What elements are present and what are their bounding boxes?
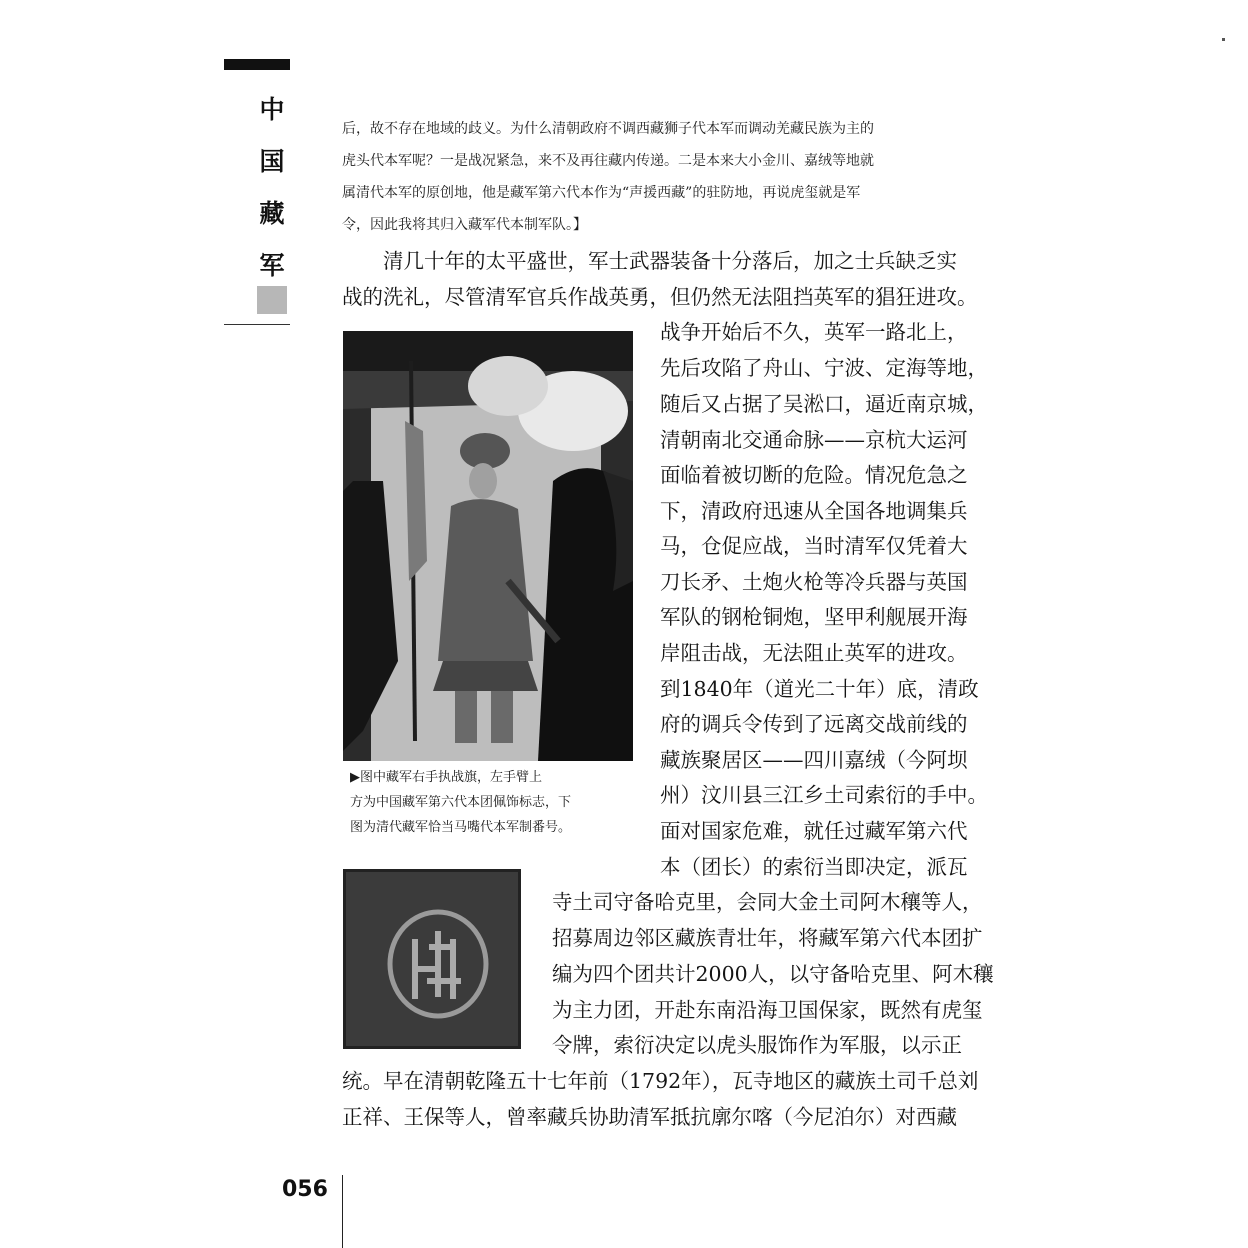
photo-caption-line: 图为清代藏军恰当马嘴代本军制番号。 — [350, 820, 572, 835]
body-line: 岸阻击战，无法阻止英军的进攻。 — [660, 641, 968, 665]
body-line: 军队的钢枪铜炮，坚甲利舰展开海 — [660, 605, 968, 629]
body-line: 为主力团，开赴东南沿海卫国保家，既然有虎玺 — [552, 998, 983, 1022]
body-line: 面对国家危难，就任过藏军第六代 — [660, 819, 968, 843]
body-line: 随后又占据了吴淞口，逼近南京城， — [660, 392, 988, 416]
note-line: 后，故不存在地域的歧义。为什么清朝政府不调西藏狮子代本军而调动羌藏民族为主的 — [342, 121, 874, 137]
page-number: 056 — [282, 1177, 328, 1202]
scan-mark — [1222, 38, 1225, 41]
side-header-rule — [224, 324, 290, 325]
running-head-title — [244, 84, 300, 292]
note-line: 令，因此我将其归入藏军代本制军队。】 — [342, 217, 587, 233]
unit-seal-image — [343, 869, 521, 1049]
title-char: 国 — [259, 147, 285, 176]
body-line: 清朝南北交通命脉——京杭大运河 — [660, 428, 968, 452]
body-line: 统。早在清朝乾隆五十七年前（1792年），瓦寺地区的藏族土司千总刘 — [342, 1069, 979, 1093]
body-line: 战争开始后不久，英军一路北上， — [660, 320, 968, 344]
body-line: 编为四个团共计2000人，以守备哈克里、阿木穰 — [552, 962, 994, 986]
body-line: 先后攻陷了舟山、宁波、定海等地， — [660, 356, 988, 380]
body-line: 州）汶川县三江乡土司索衍的手中。 — [660, 783, 988, 807]
body-line: 府的调兵令传到了远离交战前线的 — [660, 712, 968, 736]
soldier-photo-graphic — [343, 331, 633, 761]
side-header-bar — [224, 59, 290, 70]
title-char: 军 — [259, 251, 285, 280]
body-line: 清几十年的太平盛世，军士武器装备十分落后，加之士兵缺乏实 — [342, 249, 957, 273]
note-line: 虎头代本军呢？一是战况紧急，来不及再往藏内传递。二是本来大小金川、嘉绒等地就 — [342, 153, 874, 169]
body-line: 面临着被切断的危险。情况危急之 — [660, 463, 968, 487]
side-header-square — [257, 286, 287, 314]
body-line: 马，仓促应战，当时清军仅凭着大 — [660, 534, 968, 558]
body-line: 正祥、王保等人，曾率藏兵协助清军抵抗廓尔喀（今尼泊尔）对西藏 — [342, 1105, 957, 1129]
seal-graphic — [343, 869, 521, 1049]
photo-caption-line: 方为中国藏军第六代本团佩饰标志，下 — [350, 795, 572, 810]
body-line: 战的洗礼，尽管清军官兵作战英勇，但仍然无法阻挡英军的猖狂进攻。 — [342, 285, 978, 309]
body-line: 寺土司守备哈克里，会同大金土司阿木穰等人， — [552, 890, 983, 914]
tibetan-soldier-photo — [343, 331, 633, 761]
note-line: 属清代本军的原创地，他是藏军第六代本作为“声援西藏”的驻防地，再说虎玺就是军 — [342, 185, 861, 201]
body-line: 招募周边邻区藏族青壮年，将藏军第六代本团扩 — [552, 926, 983, 950]
body-line: 刀长矛、土炮火枪等冷兵器与英国 — [660, 570, 968, 594]
footer-rule — [342, 1175, 343, 1248]
title-char: 藏 — [259, 199, 285, 228]
body-line: 藏族聚居区——四川嘉绒（今阿坝 — [660, 748, 968, 772]
body-line: 到1840年（道光二十年）底，清政 — [660, 677, 979, 701]
title-char: 中 — [259, 95, 285, 124]
body-line: 令牌，索衍决定以虎头服饰作为军服，以示正 — [552, 1033, 962, 1057]
body-line: 下，清政府迅速从全国各地调集兵 — [660, 499, 968, 523]
photo-caption-line: ▶图中藏军右手执战旗，左手臂上 — [350, 770, 542, 785]
body-line: 本（团长）的索衍当即决定，派瓦 — [660, 855, 968, 879]
